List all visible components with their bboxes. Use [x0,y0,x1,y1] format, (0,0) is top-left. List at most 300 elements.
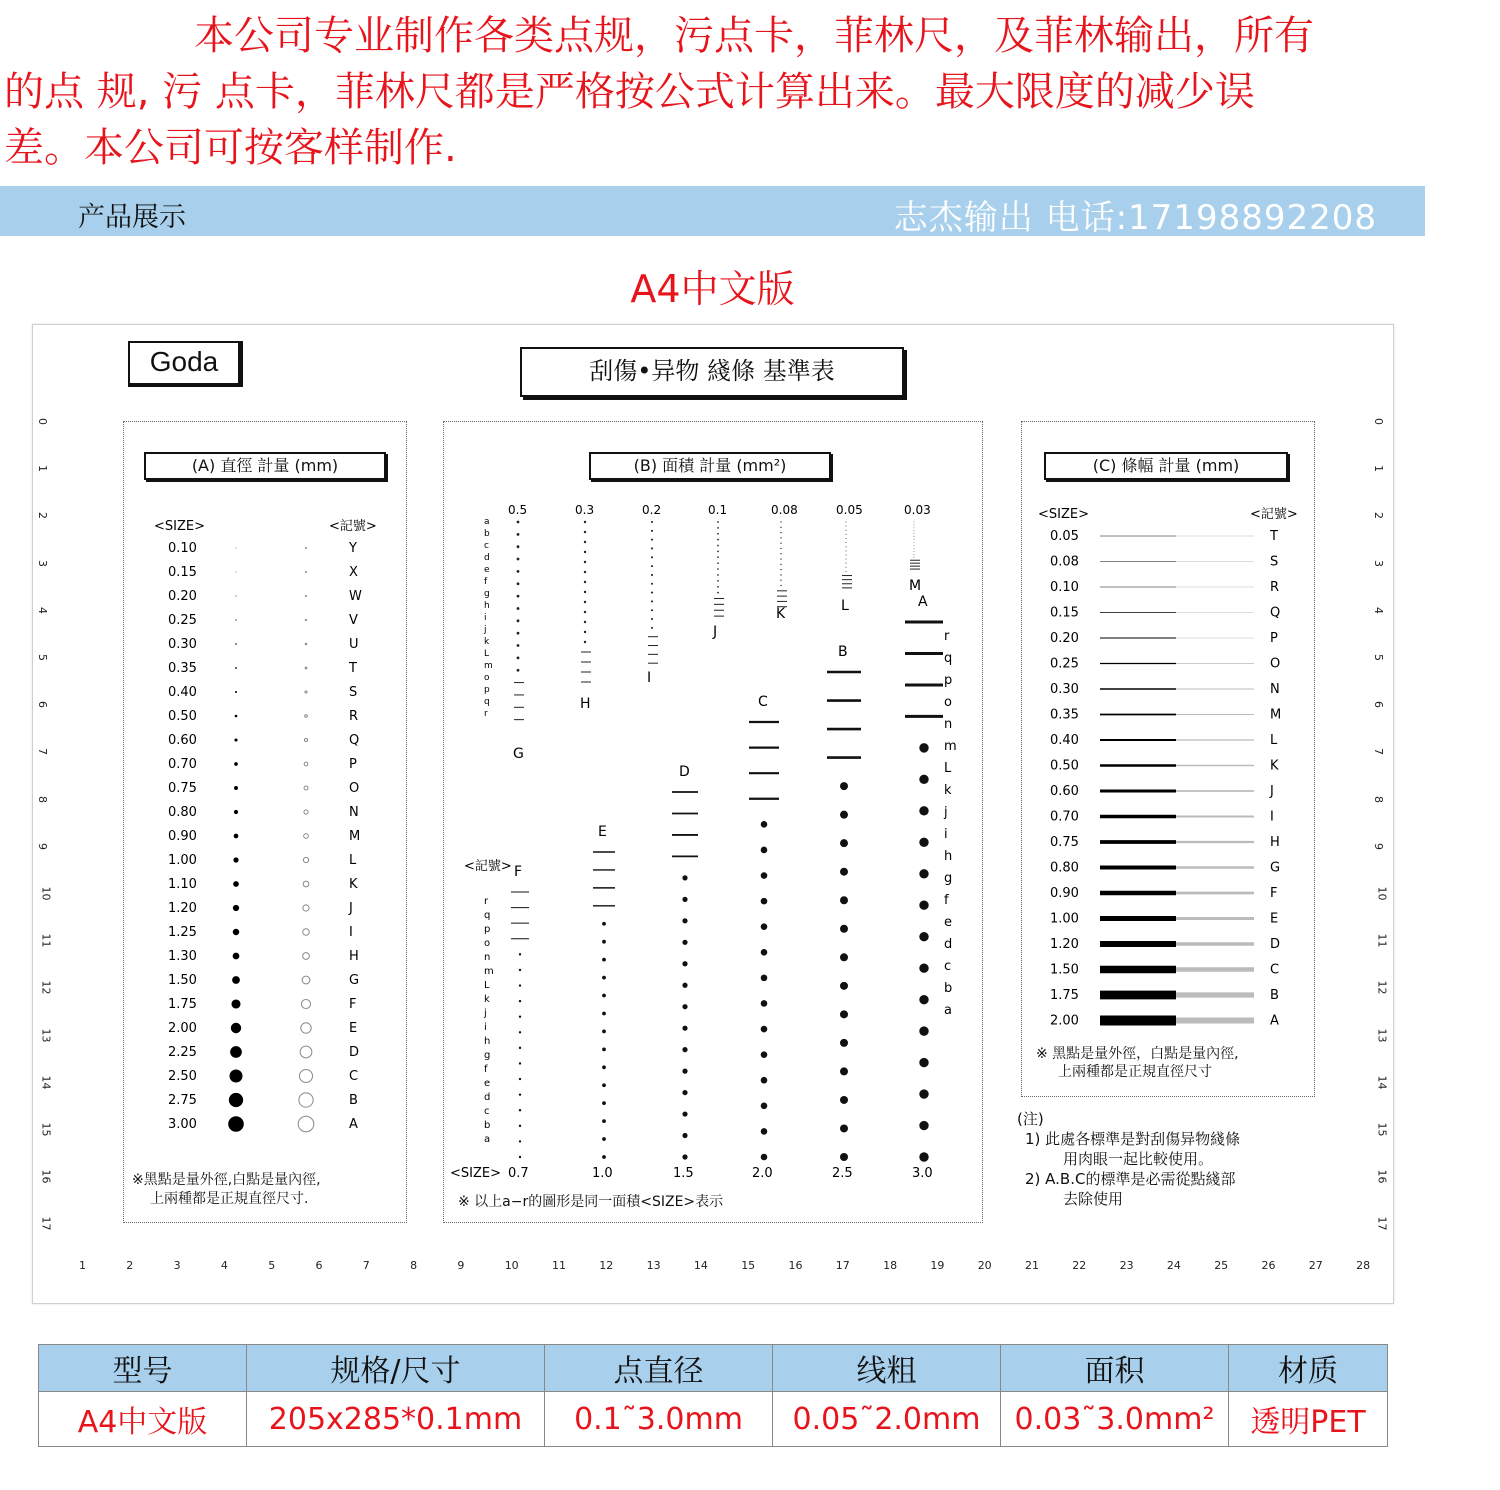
area-bottom-letter: C [758,694,768,710]
diameter-black-dot [235,619,236,620]
ruler-bottom-number: 19 [930,1259,945,1272]
area-top-dot [717,568,719,570]
width-mark-label: F [1270,886,1278,901]
area-top-dot [780,542,781,543]
area-top-dot [517,669,520,672]
area-top-letter: G [513,746,524,762]
area-top-dot [914,536,915,537]
diameter-black-dot [228,1116,244,1132]
area-row-letter-bottom: j [484,1008,487,1019]
area-top-size: 0.03 [904,503,931,517]
diameter-mark-label: S [349,685,358,700]
width-mark-label: N [1270,682,1280,697]
spec-header-size: 规格/尺寸 [247,1345,545,1392]
diameter-white-dot [301,1023,311,1033]
diameter-mark-label: Q [349,733,360,748]
diameter-size-label: 0.10 [168,541,197,556]
area-bottom-dot [519,969,521,971]
ruler-side-number: 12 [1375,980,1389,995]
area-top-size: 0.2 [642,503,662,517]
area-bottom-dot [761,821,768,828]
area-right-letter: e [944,915,952,930]
panel-area-label: (B) 面積 計量 (mm²) [589,452,831,480]
width-size-label: 0.20 [1050,631,1079,646]
area-top-dot [780,537,781,538]
width-size-label: 0.40 [1050,733,1079,748]
area-top-dot [914,554,915,555]
diameter-white-dot [304,738,307,741]
area-right-letter: m [944,739,957,754]
area-bottom-dot [602,1155,606,1159]
area-top-dot [717,551,719,553]
area-row-letter-bottom: L [484,980,490,991]
diameter-size-label: 1.00 [168,853,197,868]
width-size-label: 0.05 [1050,529,1079,544]
area-bottom-dot [840,982,848,990]
area-bottom-dot [602,958,606,962]
ruler-side-number: 13 [1375,1028,1389,1043]
area-top-dot [914,533,915,534]
area-top-dot [584,561,586,563]
ruler-bottom-number: 26 [1261,1259,1276,1272]
area-top-dot [517,533,520,536]
area-top-dot [846,538,847,539]
area-row-letter-bottom: h [484,1036,491,1047]
area-bottom-dot [840,839,848,847]
area-top-dot [517,521,520,524]
area-row-letter-top: k [484,637,490,647]
ruler-bottom-number: 8 [410,1259,418,1272]
width-mark-label: S [1270,554,1279,570]
width-size-header: <SIZE> [1038,507,1089,522]
diameter-black-dot [233,953,240,960]
ruler-bottom-number: 1 [79,1259,86,1272]
area-top-dot [780,564,781,565]
area-bottom-dot [919,838,928,847]
area-top-size: 0.08 [771,503,798,517]
area-row-letter-top: b [484,529,490,539]
diameter-white-dot [306,548,307,549]
area-top-dot [846,567,847,568]
area-bottom-dot [682,897,687,902]
area-top-dot [717,562,719,564]
area-bottom-letter: F [514,864,523,880]
area-row-letter-bottom: q [484,910,491,921]
ruler-left [33,415,55,1245]
area-top-size: 0.05 [836,503,863,517]
diameter-white-dot [304,810,308,814]
diameter-mark-label: P [349,757,357,772]
diameter-black-dot [234,834,239,839]
area-bottom-dot [840,868,848,876]
area-bottom-size: 3.0 [912,1166,933,1181]
diameter-mark-label: T [349,661,357,676]
diameter-white-dot [298,1116,314,1132]
area-top-letter: L [841,598,849,614]
usage-note-2a: 2) A.B.C的標準是必需從點綫部 [1025,1170,1236,1188]
area-bottom-letter: B [838,644,848,660]
diameter-mark-label: G [349,973,360,988]
width-mark-label: H [1270,835,1280,850]
width-mark-label: R [1270,580,1280,595]
ruler-side-number: 17 [1375,1216,1389,1231]
spec-material: 透明PET [1229,1392,1388,1447]
ruler-side-number: 16 [39,1169,53,1184]
area-top-dot [651,556,653,558]
width-chart [1022,422,1314,1062]
area-bottom-dot [519,1093,521,1095]
ruler-side-number: 0 [36,418,49,425]
area-right-letter: g [944,871,953,886]
area-top-dot [717,539,719,541]
spec-header-row [39,1345,1388,1392]
area-bottom-dot [840,953,848,961]
diameter-size-label: 1.10 [168,877,197,892]
diameter-chart [124,422,406,1222]
diameter-white-dot [303,929,310,936]
area-bottom-dot [519,1125,521,1127]
area-bottom-dot [602,1012,606,1016]
diameter-mark-label: L [349,853,357,868]
area-top-letter: I [647,670,652,686]
area-top-dot [584,641,586,643]
ruler-bottom-number: 2 [126,1259,134,1272]
panel-width [1021,421,1315,1097]
diameter-mark-header: <記號> [329,519,377,534]
ruler-side-number: 3 [1372,559,1385,567]
area-top-dot [846,534,847,535]
area-top-letter: M [909,578,922,594]
area-top-dot [517,619,520,622]
area-bottom-dot [840,1010,848,1018]
area-bottom-dot [602,1065,606,1069]
ruler-side-number: 6 [36,701,49,709]
ruler-bottom-number: 24 [1166,1259,1181,1272]
area-bottom-dot [519,1016,521,1018]
diameter-black-dot [234,762,238,766]
area-row-letter-top: h [484,601,490,611]
ruler-bottom-number: 21 [1025,1259,1039,1272]
area-bottom-letter: E [598,824,607,840]
area-top-letter: K [776,606,786,622]
diameter-size-label: 0.40 [168,685,197,700]
width-mark-label: Q [1270,605,1281,621]
area-row-letter-top: i [484,613,487,623]
ruler-bottom-number: 3 [173,1259,181,1272]
area-top-dot [717,556,719,558]
area-top-dot [846,563,847,564]
ruler-side-number: 12 [39,980,53,995]
area-row-letter-bottom: e [484,1078,491,1089]
area-right-letter: q [944,651,953,666]
area-bottom-dot [602,994,606,998]
ruler-side-number: 3 [36,559,49,567]
ruler-side-number: 10 [1375,886,1389,901]
area-bottom-dot [919,1058,928,1067]
area-bottom-dot [761,1128,768,1135]
area-row-letter-top: m [484,661,493,671]
area-bottom-dot [761,1103,768,1110]
area-top-dot [846,554,847,555]
area-row-letter-bottom: m [484,966,494,977]
area-row-letter-top: c [484,541,489,551]
panel-width-label: (C) 條幅 計量 (mm) [1044,452,1288,480]
area-bottom-dot [602,1101,606,1105]
width-size-label: 0.90 [1050,886,1079,901]
area-bottom-dot [682,983,687,988]
area-top-letter: J [713,624,718,640]
ruler-bottom-number: 12 [599,1259,614,1272]
area-row-letter-top: r [484,709,488,719]
area-bottom-dot [682,1133,687,1138]
width-size-label: 0.60 [1050,784,1079,799]
diameter-size-label: 2.75 [168,1093,197,1108]
area-top-dot [517,545,520,548]
area-chart [444,422,982,1222]
area-row-letter-bottom: f [484,1064,488,1075]
ruler-side-number: 1 [1372,465,1385,473]
spec-dot: 0.1˜3.0mm [545,1392,773,1447]
ruler-side-number: 6 [1372,701,1385,709]
diameter-black-dot [234,786,238,790]
area-bottom-dot [519,1000,521,1002]
area-top-dot [584,531,586,533]
width-mark-label: B [1270,988,1279,1003]
area-top-dot [717,574,719,576]
diameter-black-dot [231,1023,241,1033]
ruler-bottom-number: 28 [1356,1259,1371,1272]
area-top-dot [846,571,847,572]
diameter-black-dot [236,548,237,549]
area-top-dot [914,527,915,528]
area-top-dot [914,551,915,552]
diameter-mark-label: D [349,1045,360,1060]
area-right-letter: f [944,893,949,908]
intro-line-3: 差。本公司可按客样制作. [4,125,457,171]
area-right-letter: a [944,1003,952,1018]
ruler-bottom-number: 4 [220,1259,228,1272]
area-right-letter: h [944,849,953,864]
ruler-side-number: 7 [36,748,49,756]
area-top-dot [717,545,719,547]
area-top-dot [584,611,586,613]
ruler-bottom [33,1255,1393,1301]
area-top-dot [717,586,719,588]
spec-model: A4中文版 [39,1392,247,1447]
diameter-white-dot [305,643,307,645]
area-bottom-dot [761,923,768,930]
area-top-dot [584,571,586,573]
area-row-letter-top: d [484,553,490,563]
ruler-bottom-number: 18 [883,1259,898,1272]
area-bottom-dot [682,1111,687,1116]
area-top-dot [517,582,520,585]
area-top-dot [651,530,653,532]
width-mark-label: O [1270,656,1281,672]
area-row-letter-top: j [484,625,487,635]
area-top-dot [651,618,653,620]
diameter-size-label: 0.30 [168,637,197,652]
area-bottom-dot [761,1077,768,1084]
area-top-dot [517,595,520,598]
area-bottom-dot [761,872,768,879]
diameter-white-dot [303,857,308,862]
area-top-size: 0.1 [708,503,728,517]
spec-size: 205x285*0.1mm [247,1392,545,1447]
ruler-side-number: 1 [36,465,49,473]
area-bottom-size: 0.7 [508,1166,529,1181]
diameter-size-label: 0.35 [168,661,197,676]
ruler-bottom-number: 6 [315,1259,323,1272]
ruler-side-number: 9 [1372,842,1385,850]
area-row-letter-bottom: b [484,1120,491,1131]
usage-notes [1017,1109,1347,1209]
area-right-letter: L [944,761,952,776]
ruler-side-number: 8 [1372,795,1385,803]
diameter-black-dot [235,643,237,645]
area-top-dot [517,656,520,659]
diameter-size-label: 2.50 [168,1069,197,1084]
diameter-white-dot [305,595,306,596]
width-size-label: 0.08 [1050,554,1079,570]
diameter-black-dot [233,929,240,936]
spec-header-area: 面积 [1001,1345,1229,1392]
area-bottom-dot [519,1047,521,1049]
width-mark-label: M [1270,707,1282,723]
diameter-black-dot [235,667,237,669]
diameter-white-dot [301,999,310,1008]
diameter-mark-label: Y [349,541,357,556]
area-right-letter: k [944,783,952,798]
area-bottom-dot [840,1039,848,1047]
width-mark-header: <記號> [1250,507,1298,522]
area-bottom-dot [761,898,768,905]
area-row-letter-top: g [484,589,490,599]
area-top-dot [584,601,586,603]
area-top-dot [584,631,586,633]
width-size-label: 0.80 [1050,860,1079,876]
diameter-size-label: 1.20 [168,901,197,916]
area-right-letter: o [944,695,952,710]
spec-value-row [39,1392,1388,1447]
area-top-dot [651,574,653,576]
ruler-bottom-number: 25 [1214,1259,1229,1272]
width-size-label: 1.00 [1050,911,1079,927]
spec-line: 0.05˜2.0mm [773,1392,1001,1447]
diameter-size-label: 1.30 [168,949,197,964]
area-top-dot [780,527,781,528]
intro-text [4,8,1444,176]
area-right-letter: r [944,629,950,644]
width-size-label: 0.25 [1050,656,1079,672]
area-top-dot [780,558,781,559]
area-top-dot [717,592,719,594]
diameter-white-dot [304,786,308,790]
diameter-size-label: 0.25 [168,613,197,628]
diameter-black-dot [235,595,236,596]
diameter-black-dot [230,1046,242,1058]
area-row-letter-bottom: i [484,1022,487,1033]
ruler-side-number: 0 [1372,418,1385,425]
area-top-dot [914,530,915,531]
ruler-bottom-number: 23 [1119,1259,1134,1272]
diameter-white-dot [299,1093,313,1107]
ruler-side-number: 2 [36,512,49,520]
width-mark-label: G [1270,860,1281,876]
diameter-size-label: 0.90 [168,829,197,844]
area-bottom-dot [519,1078,521,1080]
area-top-dot [651,547,653,549]
ruler-bottom-number: 17 [835,1259,850,1272]
ruler-side-number: 4 [36,606,49,614]
diameter-white-dot [305,691,307,693]
width-size-label: 0.15 [1050,605,1079,621]
area-top-dot [780,532,781,533]
area-row-letter-top: p [484,685,490,695]
area-top-dot [717,527,719,529]
width-mark-label: K [1270,758,1279,774]
area-bottom-dot [919,932,928,941]
ruler-side-number: 8 [36,795,49,803]
spec-header-line: 线粗 [773,1345,1001,1392]
width-mark-label: D [1270,937,1281,952]
area-top-dot [780,580,781,581]
ruler-bottom-number: 9 [457,1259,465,1272]
area-top-dot [651,565,653,567]
ruler-side-number: 13 [39,1028,53,1043]
area-bottom-dot [840,896,848,904]
area-top-dot [914,557,915,558]
area-bottom-dot [602,940,606,944]
area-row-letter-top: f [484,577,488,587]
area-top-size: 0.3 [575,503,595,517]
diameter-size-label: 0.75 [168,781,197,796]
diameter-size-label: 0.50 [168,709,197,724]
area-bottom-dot [519,1031,521,1033]
area-top-dot [914,539,915,540]
area-bottom-dot [519,1062,521,1064]
area-top-dot [846,522,847,523]
area-bottom-dot [519,1156,521,1158]
ruler-bottom-number: 16 [788,1259,803,1272]
goda-logo: Goda [128,341,243,387]
area-bottom-size: 1.5 [673,1166,694,1181]
diameter-size-header: <SIZE> [154,519,205,534]
area-bottom-dot [761,949,768,956]
area-bottom-size: 2.0 [752,1166,773,1181]
ruler-side-number: 9 [36,842,49,850]
area-bottom-dot [840,925,848,933]
diameter-mark-label: O [349,781,360,796]
area-bottom-dot [682,940,687,945]
diameter-mark-label: I [349,925,353,940]
ruler-side-number: 4 [1372,606,1385,614]
area-row-letter-top: a [484,517,490,527]
area-bottom-dot [682,1069,687,1074]
diameter-mark-label: E [349,1021,358,1036]
area-top-dot [846,526,847,527]
area-bottom-dot [602,1047,606,1051]
ruler-bottom-number: 15 [741,1259,756,1272]
area-bottom-letter: A [918,594,928,610]
area-bottom-dot [682,1090,687,1095]
diameter-white-dot [303,953,310,960]
diameter-mark-label: M [349,829,361,844]
spec-table [38,1344,1388,1447]
area-right-letter: p [944,673,953,688]
area-right-letter: d [944,937,953,952]
diameter-black-dot [233,857,238,862]
